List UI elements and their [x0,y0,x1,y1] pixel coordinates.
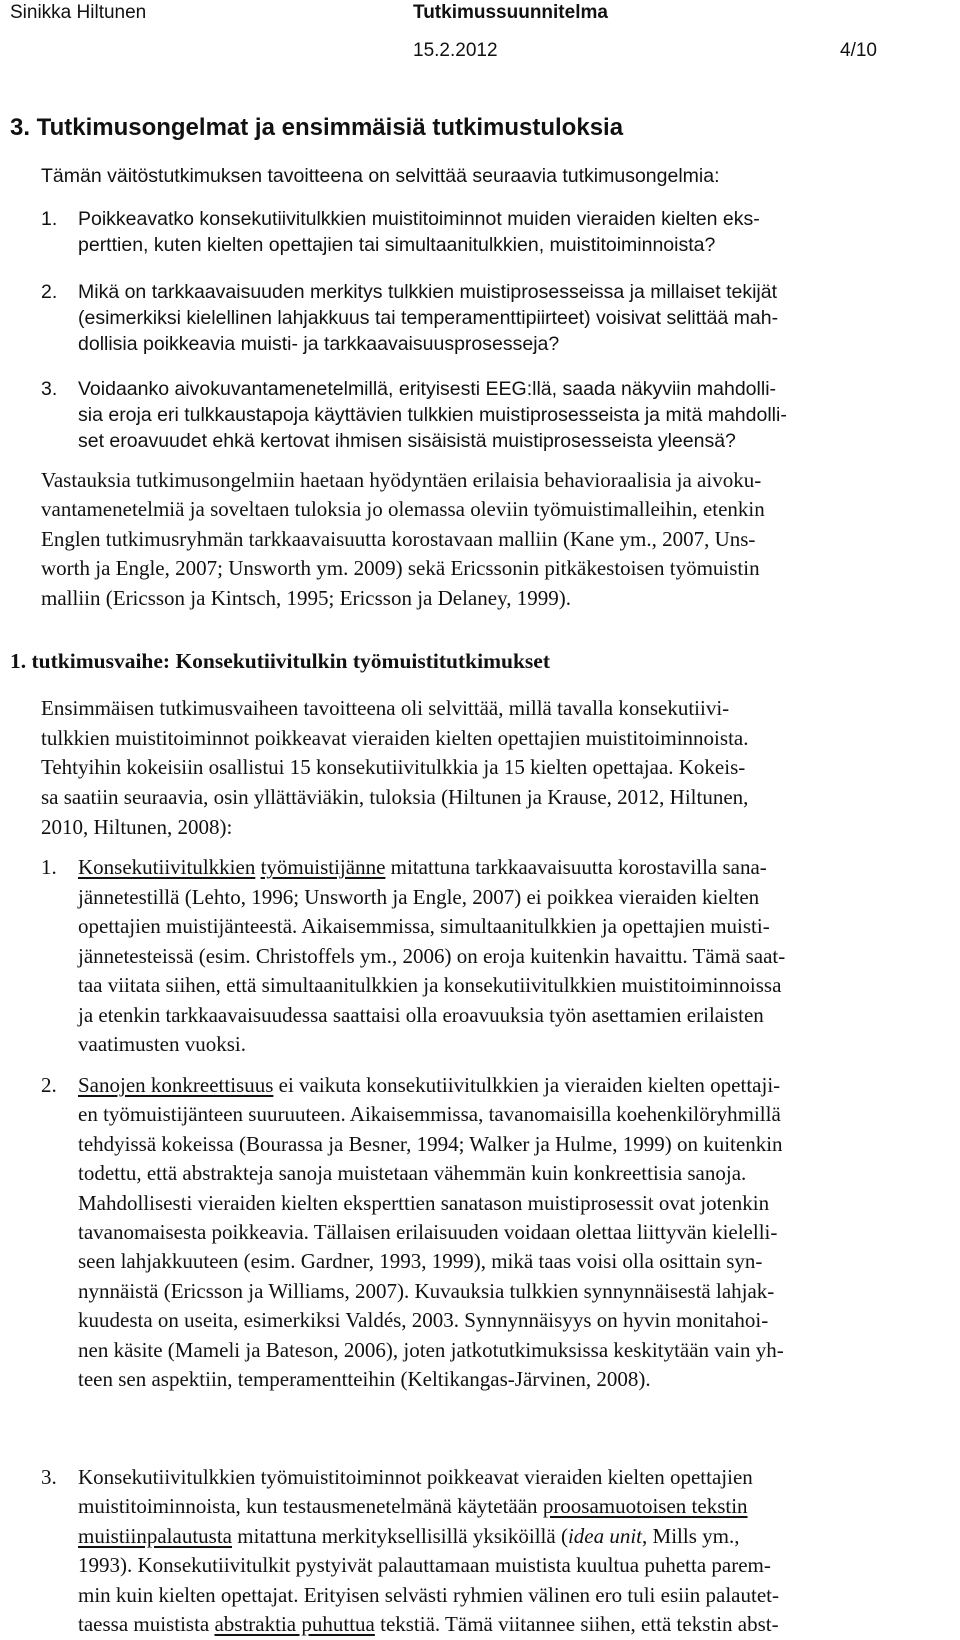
question-number: 2. [41,281,58,303]
finding-line: opettajien muistijänteestä. Aikaisemmissa, simultaanitulkkien ja opettajien muisti- [78,914,770,938]
paragraph-line: malliin (Ericsson ja Kintsch, 1995; Ericsson ja Delaney, 1999). [41,585,571,610]
finding-item [78,1463,779,1639]
phase-intro [41,694,748,843]
question-line: Voidaanko aivokuvantamenetelmillä, erityisesti EEG:llä, saada näkyviin mahdolli- [78,378,777,400]
paragraph-line: Englen tutkimusryhmän tarkkaavaisuutta korostavaan malliin (Kane ym., 2007, Uns- [41,526,756,551]
finding-line: nynnäistä (Ericsson ja Williams, 2007). Kuvauksia tulkkien synnynnäisestä lahjak- [78,1278,775,1303]
answers-paragraph [41,466,765,613]
paragraph-line: worth ja Engle, 2007; Unsworth ym. 2009) sekä Ericssonin pitkäkestoisen työmuistin [41,556,760,581]
header-author: Sinikka Hiltunen [10,2,147,23]
finding-first-line: Sanojen konkreettisuus ei vaikuta konsekutiivitulkkien ja vieraiden kielten opettaji- [78,1073,781,1097]
question-line: sia eroja eri tulkkaustapoja käyttävien tulkkien muistiprosesseista ja mitä mahdolli- [78,404,787,426]
finding-line: taa viitata siihen, että simultaanitulkkien ja konsekutiivitulkkien muistitoiminnoissa [78,973,782,997]
underlined-term: muistiinpalautusta [78,1523,232,1548]
italic-term: idea unit [567,1523,643,1548]
question-line: perttien, kuten kielten opettajien tai simultaanitulkkien, muistitoiminnoista? [78,234,716,256]
question-line: dollisia poikkeavia muisti- ja tarkkaavaisuusprosesseja? [78,333,560,355]
finding-line: teen sen aspektiin, temperamentteihin (Keltikangas-Järvinen, 2008). [78,1367,651,1392]
question-number: 3. [41,378,58,400]
header-date: 15.2.2012 [413,40,498,61]
underlined-term: proosamuotoisen tekstin [542,1494,748,1519]
finding-line: 1993). Konsekutiivitulkit pystyivät palauttamaan muistista kuultua puhetta parem- [78,1553,771,1578]
finding-number: 2. [41,1073,57,1097]
finding-number: 3. [41,1465,57,1489]
paragraph-line: tulkkien muistitoiminnot poikkeavat vieraiden kielten opettajien muistitoiminnoista. [41,725,749,750]
question-line: (esimerkiksi kielellinen lahjakkuus tai temperamenttipiirteet) voisivat selittää mah- [78,307,779,329]
header-doc-title: Tutkimussuunnitelma [413,2,608,23]
finding-line: vaatimusten vuoksi. [78,1032,246,1056]
underlined-term: Sanojen konkreettisuus [78,1073,274,1097]
finding-line: Mahdollisesti vieraiden kielten eksperttien sanatason muistiprosessit ovat jotenkin [78,1190,770,1215]
finding-line: en työmuistijänteen suuruuteen. Aikaisemmissa, tavanomaisilla koehenkilöryhmillä [78,1102,781,1127]
finding-line: jännetesteissä (esim. Christoffels ym., 2006) on eroja kuitenkin havaittu. Tämä saat- [78,943,786,968]
finding-line: kuudesta on useita, esimerkiksi Valdés, 2003. Synnynnäisyys on hyvin monitahoi- [78,1308,769,1333]
paragraph-line: vantamenetelmiä ja soveltaen tuloksia jo olemassa oleviin työmuistimalleihin, etenkin [41,497,765,522]
finding-item [78,1071,784,1394]
underlined-term: työmuistijänne [260,855,386,879]
finding-line: muistiinpalautusta mitattuna merkityksellisillä yksiköillä (idea unit, Mills ym., [78,1523,740,1548]
paragraph-line: sa saatiin seuraavia, osin yllättäviäkin, tuloksia (Hiltunen ja Krause, 2012, Hiltunen, [41,785,749,810]
paragraph-line: Ensimmäisen tutkimusvaiheen tavoitteena oli selvittää, millä tavalla konsekutiivi- [41,696,730,720]
question-number: 1. [41,208,58,230]
underlined-term: abstraktia puhuttua [214,1612,375,1637]
finding-line: seen lahjakkuuteen (esim. Gardner, 1993, 1999), mikä taas voisi olla osittain syn- [78,1249,763,1274]
finding-line: tehdyissä kokeissa (Bourassa ja Besner, 1994; Walker ja Hulme, 1999) on kuitenkin [78,1131,783,1156]
finding-line: jännetestillä (Lehto, 1996; Unsworth ja Engle, 2007) ei poikkea vieraiden kielten [78,884,760,909]
finding-item [78,853,785,1060]
question-item [78,206,760,258]
phase-title: 1. tutkimusvaihe: Konsekutiivitulkin työmuistitutkimukset [10,649,550,673]
finding-line: ja etenkin tarkkaavaisuudessa saattaisi olla eroavuuksia työn asettamien erilaisten [78,1002,764,1027]
finding-first-line: Konsekutiivitulkkien työmuistijänne mitattuna tarkkaavaisuutta korostavilla sana- [78,855,767,879]
question-item [78,279,778,357]
finding-number: 1. [41,855,57,879]
finding-line: todettu, että abstrakteja sanoja muistetaan vähemmän kuin konkreettisia sanoja. [78,1161,747,1186]
finding-line: nen käsite (Mameli ja Bateson, 2006), joten jatkotutkimuksissa keskitytään vain yh- [78,1337,784,1362]
finding-line: Konsekutiivitulkkien työmuistitoiminnot poikkeavat vieraiden kielten opettajien [78,1465,753,1489]
question-line: Mikä on tarkkaavaisuuden merkitys tulkkien muistiprosesseissa ja millaiset tekijät [78,281,778,303]
question-line: Poikkeavatko konsekutiivitulkkien muistitoiminnot muiden vieraiden kielten eks- [78,208,760,230]
finding-line: tavanomaisesta poikkeavia. Tällaisen erilaisuuden voidaan olettaa liittyvän kielelli- [78,1220,778,1245]
section-intro [41,163,720,189]
section-title: 3. Tutkimusongelmat ja ensimmäisiä tutkimustuloksia [10,114,624,141]
finding-line: min kuin kielten opettajat. Erityisen selvästi ryhmien välinen ero tuli esiin palautet- [78,1582,779,1607]
paragraph-line: Tehtyihin kokeisiin osallistui 15 konsekutiivitulkkia ja 15 kielten opettajaa. Kokeis- [41,755,746,780]
finding-line: muistitoiminnoista, kun testausmenetelmänä käytetään proosamuotoisen tekstin [78,1494,748,1519]
paragraph-line: 2010, Hiltunen, 2008): [41,814,233,839]
header-page-number: 4/10 [840,40,877,61]
question-line: set eroavuudet ehkä kertovat ihmisen sisäisistä muistiprosesseista yleensä? [78,430,736,452]
question-item [78,376,787,454]
finding-line: taessa muistista abstraktia puhuttua tekstiä. Tämä viitannee siihen, että tekstin abst- [78,1612,779,1637]
intro-line: Tämän väitöstutkimuksen tavoitteena on selvittää seuraavia tutkimusongelmia: [41,165,720,187]
paragraph-line: Vastauksia tutkimusongelmiin haetaan hyödyntäen erilaisia behavioraalisia ja aivoku- [41,468,762,492]
underlined-term: Konsekutiivitulkkien [78,855,256,879]
